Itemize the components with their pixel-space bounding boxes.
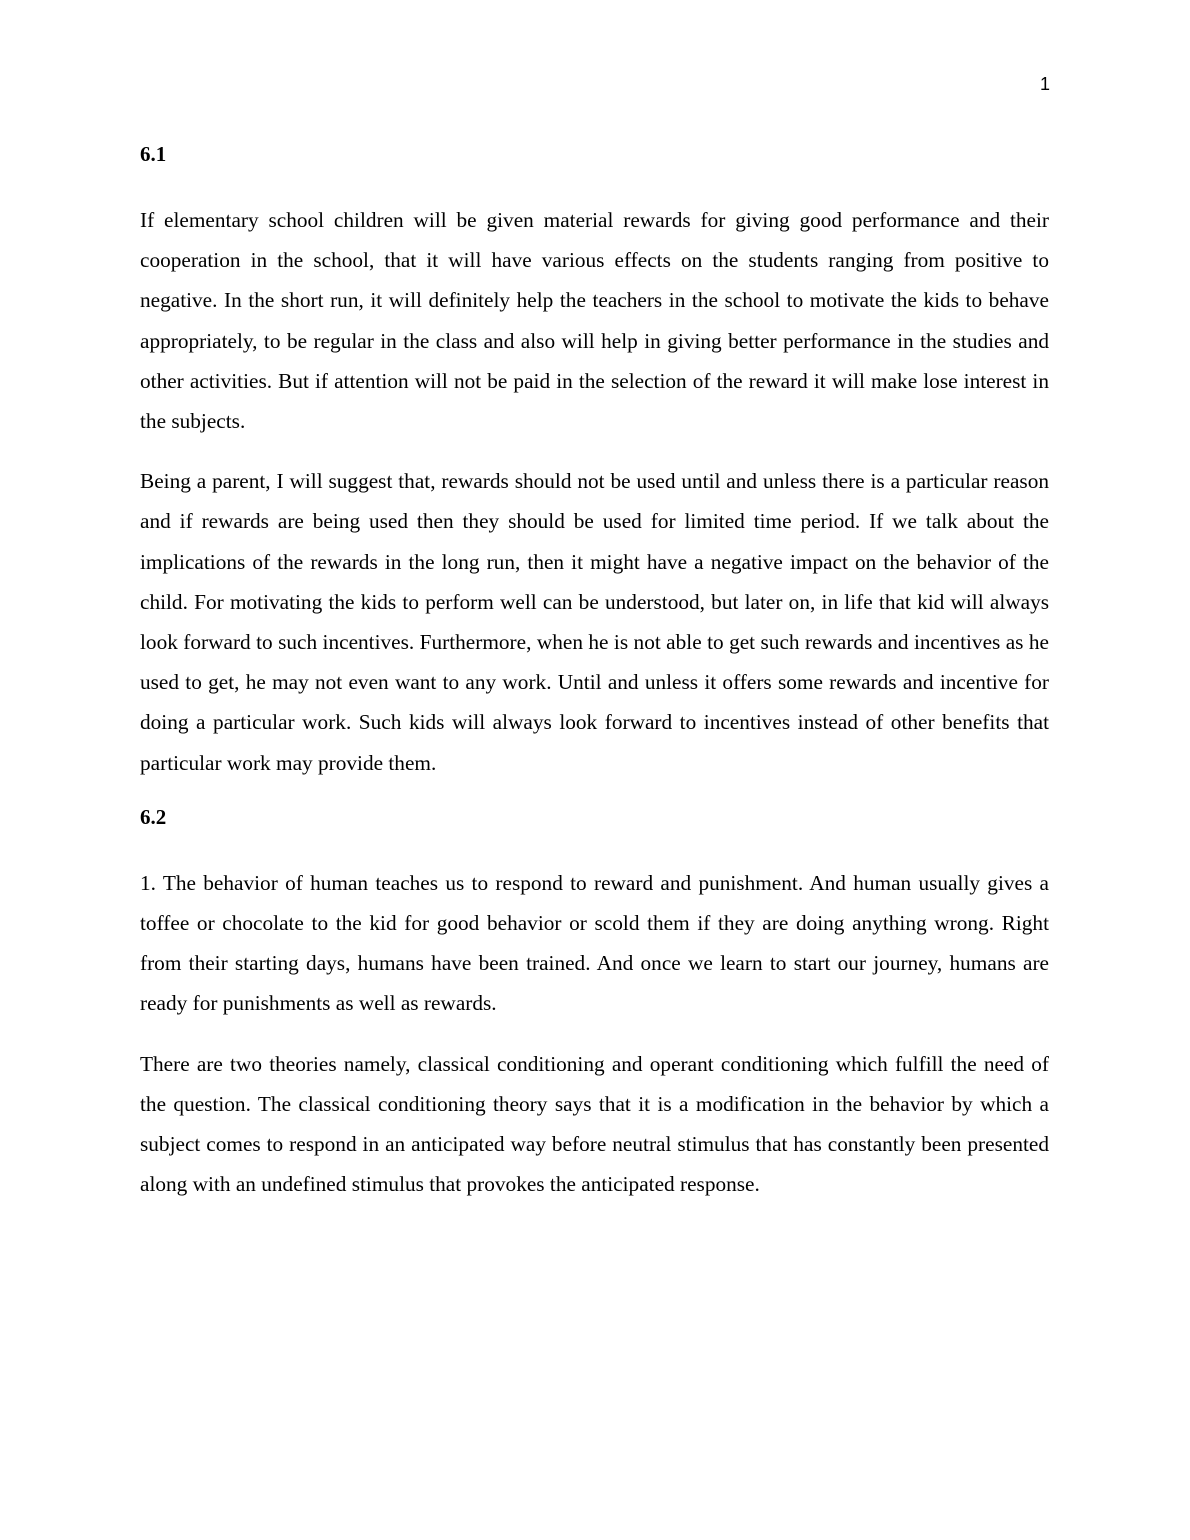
paragraph: If elementary school children will be given material rewards for giving good performance and their cooperation in the school, that it will have various effects on the students ranging from positive to negative. In the short run, it will definitely help the teachers in the school to motivate the kids to behave appropriately, to be regular in the class and also will help in giving better performance in the studies and other activities. But if attention will not be paid in the selection of the reward it will make lose interest in the subjects. xyxy=(140,208,1049,434)
page-number: 1 xyxy=(1039,74,1050,94)
section-6-2 xyxy=(140,803,1049,1205)
section-heading: 6.1 xyxy=(140,142,167,166)
document-body xyxy=(140,140,1049,1224)
paragraph: There are two theories namely, classical conditioning and operant conditioning which fulfill the need of the question. The classical conditioning theory says that it is a modification in the behavior by which a subject comes to respond in an anticipated way before neutral stimulus that has constantly been presented along with an undefined stimulus that provokes the anticipated response. xyxy=(140,1051,1049,1197)
paragraph: 1. The behavior of human teaches us to respond to reward and punishment. And human usually gives a toffee or chocolate to the kid for good behavior or scold them if they are doing anything wrong. Right from their starting days, humans have been trained. And once we learn to start our journey, humans are ready for punishments as well as rewards. xyxy=(140,870,1049,1016)
section-heading: 6.2 xyxy=(140,804,167,829)
section-6-1 xyxy=(140,140,1049,783)
paragraph: Being a parent, I will suggest that, rewards should not be used until and unless there is a particular reason and if rewards are being used then they should be used for limited time period. If we talk about the implications of the rewards in the long run, then it might have a negative impact on the behavior of the child. For motivating the kids to perform well can be understood, but later on, in life that kid will always look forward to such incentives. Furthermore, when he is not able to get such rewards and incentives as he used to get, he may not even want to any work. Until and unless it offers some rewards and incentive for doing a particular work. Such kids will always look forward to incentives instead of other benefits that particular work may provide them. xyxy=(140,469,1049,775)
